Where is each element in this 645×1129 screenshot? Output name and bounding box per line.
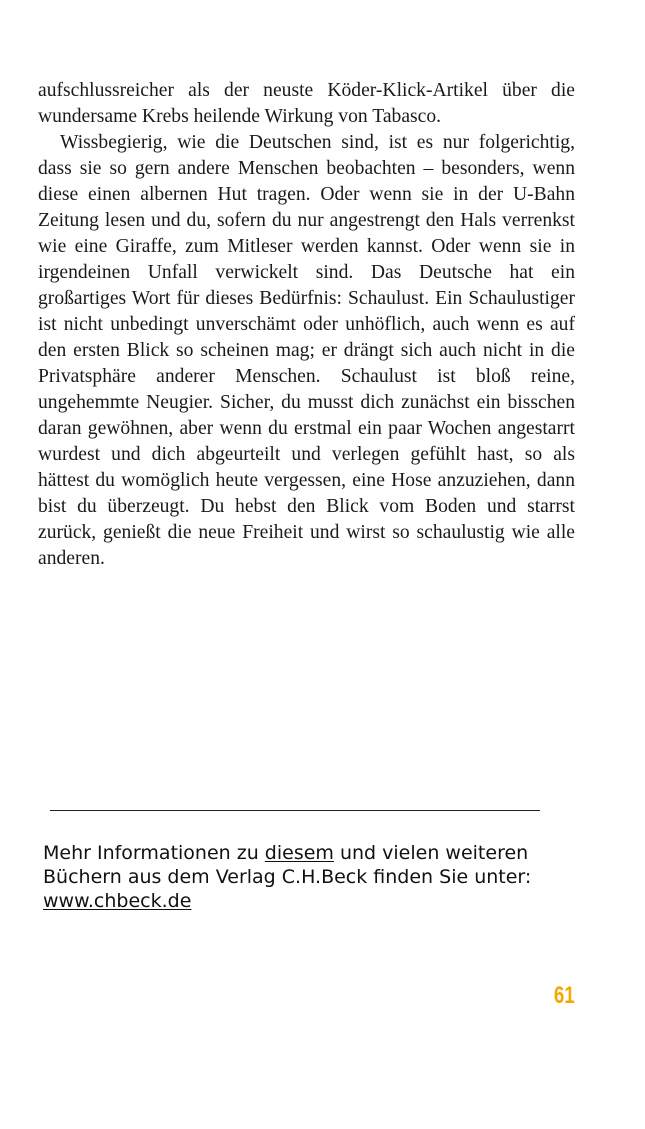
body-text <box>38 78 575 572</box>
paragraph-schaulust: Wissbegierig, wie die Deutschen sind, ist es nur folgerichtig, dass sie so gern andere Menschen beobachten – besonders, wenn diese einen albernen Hut tragen. Oder wenn sie in der U-Bahn Zeitung lesen und du, sofern du nur angestrengt den Hals verrenkst wie eine Giraffe, zum Mitleser werden kannst. Oder wenn sie in irgendeinen Unfall verwickelt sind. Das Deutsche hat ein großartiges Wort für dieses Bedürfnis: Schaulust. Ein Schaulustiger ist nicht unbedingt unverschämt oder unhöflich, auch wenn es auf den ersten Blick so scheinen mag; er drängt sich auch nicht in die Privatsphäre anderer Menschen. Schaulust ist bloß reine, ungehemmte Neugier. Sicher, du musst dich zunächst ein bisschen daran gewöhnen, aber wenn du erstmal ein paar Wochen angestarrt wurdest und dich abgeurteilt und verlegen gefühlt hast, so als hättest du womöglich heute vergessen, eine Hose anzuziehen, dann bist du überzeugt. Du hebst den Blick vom Boden und starrst zurück, genießt die neue Freiheit und wirst so schaulustig wie alle anderen. <box>38 132 575 569</box>
publisher-website-link[interactable]: www.chbeck.de <box>43 890 192 912</box>
publisher-promo <box>43 841 603 913</box>
promo-text-before-link: Mehr Informationen zu <box>43 842 265 864</box>
more-info-link[interactable]: diesem <box>264 842 334 864</box>
promo-text-after-link: und vielen weiteren Büchern aus dem Verlag C.H.Beck finden Sie unter: <box>43 842 532 888</box>
footer-divider <box>50 810 540 811</box>
page-number: 61 <box>554 982 575 1009</box>
paragraph-continuation: aufschlussreicher als der neuste Köder-Klick-Artikel über die wundersame Krebs heilende Wirkung von Tabasco. <box>38 80 575 127</box>
